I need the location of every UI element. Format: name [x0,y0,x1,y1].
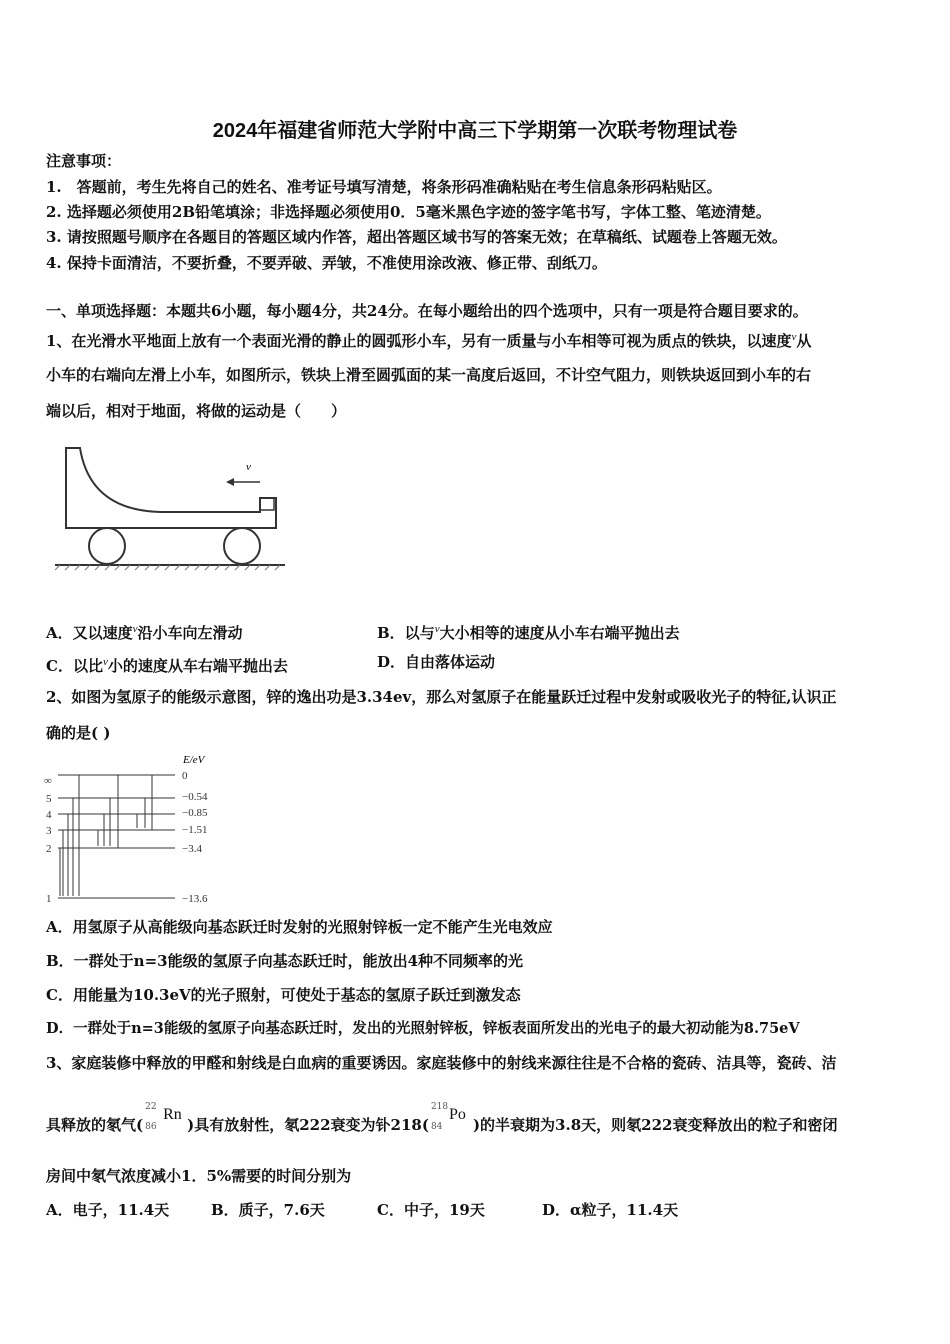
q2-option-b[interactable]: B．一群处于n=3能级的氢原子向基态跃迁时，能放出4种不同频率的光 [46,952,524,970]
q1-option-a[interactable]: A．又以速度$^v$沿小车向左滑动 [46,623,243,642]
q1-line1: 1、在光滑水平地面上放有一个表面光滑的静止的圆弧形小车，另有一质量与小车相等可视为质点的铁块，以速度$^v$从 [46,331,812,350]
q3-option-a[interactable]: A．电子，11.4天 [46,1201,170,1219]
level-energy: 0 [182,770,188,782]
q3-line2: 具释放的氡气( 22 86 Rn )具有放射性，氡222衰变为钋218( 218 84 Po )的半衰期为3.8天，则氡222衰变释放出的粒子和密闭 [46,1102,838,1134]
velocity-label: v [246,461,251,473]
level-n: ∞ [44,775,52,787]
cart-figure [50,440,290,580]
level-n: 2 [46,843,52,855]
q3-option-b[interactable]: B．质子，7.6天 [211,1201,325,1219]
level-energy: −1.51 [182,824,208,836]
notice-item: 3. 请按照题号顺序在各题目的答题区域内作答，超出答题区域书写的答案无效；在草稿纸、试题卷上答题无效。 [46,228,787,246]
q2-option-c[interactable]: C．用能量为10.3eV的光子照射，可使处于基态的氢原子跃迁到激发态 [46,986,521,1004]
axis-label: E/eV [183,754,205,766]
q1-option-b[interactable]: B．以与$^v$大小相等的速度从小车右端平抛出去 [377,623,680,642]
q2-line2: 确的是( ) [46,724,111,742]
q3-line1: 3、家庭装修中释放的甲醛和射线是白血病的重要诱因。家庭装修中的射线来源往往是不合格的瓷砖、洁具等，瓷砖、洁 [46,1054,837,1072]
level-n: 3 [46,825,52,837]
section-heading: 一、单项选择题：本题共6小题，每小题4分，共24分。在每小题给出的四个选项中，只有一项是符合题目要求的。 [46,302,808,320]
q3-line3: 房间中氡气浓度减小1．5%需要的时间分别为 [46,1167,352,1185]
q3-option-c[interactable]: C．中子，19天 [377,1201,485,1219]
level-n: 5 [46,793,52,805]
level-n: 1 [46,893,52,905]
page-title: 2024年福建省师范大学附中高三下学期第一次联考物理试卷 [212,120,738,142]
q1-line3: 端以后，相对于地面，将做的运动是（ ） [46,402,347,420]
q1-line2: 小车的右端向左滑上小车，如图所示，铁块上滑至圆弧面的某一高度后返回，不计空气阻力，则铁块返回到小车的右 [46,366,812,384]
q2-line1: 2、如图为氢原子的能级示意图，锌的逸出功是3.34ev，那么对氢原子在能量跃迁过程中发射或吸收光子的特征,认识正 [46,688,837,706]
q3-option-d[interactable]: D．α粒子，11.4天 [542,1201,679,1219]
q2-option-d[interactable]: D．一群处于n=3能级的氢原子向基态跃迁时，发出的光照射锌板，锌板表面所发出的光电子的最大初动能为8.75eV [46,1020,800,1037]
level-energy: −0.54 [182,791,208,803]
radon-isotope: 22 86 Rn [145,1102,182,1132]
notice-item: 4. 保持卡面清洁，不要折叠，不要弄破、弄皱，不准使用涂改液、修正带、刮纸刀。 [46,254,607,272]
notice-heading: 注意事项： [46,152,122,170]
level-energy: −3.4 [182,843,202,855]
level-n: 4 [46,809,52,821]
polonium-isotope: 218 84 Po [430,1102,466,1132]
level-energy: −0.85 [182,807,208,819]
level-energy: −13.6 [182,893,208,905]
q2-option-a[interactable]: A．用氢原子从高能级向基态跃迁时发射的光照射锌板一定不能产生光电效应 [46,918,553,936]
notice-item: 2. 选择题必须使用2B铅笔填涂；非选择题必须使用0．5毫米黑色字迹的签字笔书写，字体工整、笔迹清楚。 [46,203,771,221]
notice-item: 1. 答题前，考生先将自己的姓名、准考证号填写清楚，将条形码准确粘贴在考生信息条形码粘贴区。 [46,178,722,196]
q1-option-d[interactable]: D．自由落体运动 [377,653,496,671]
q1-option-c[interactable]: C．以比$^v$小的速度从车右端平抛出去 [46,656,288,675]
energy-level-diagram [40,750,240,908]
